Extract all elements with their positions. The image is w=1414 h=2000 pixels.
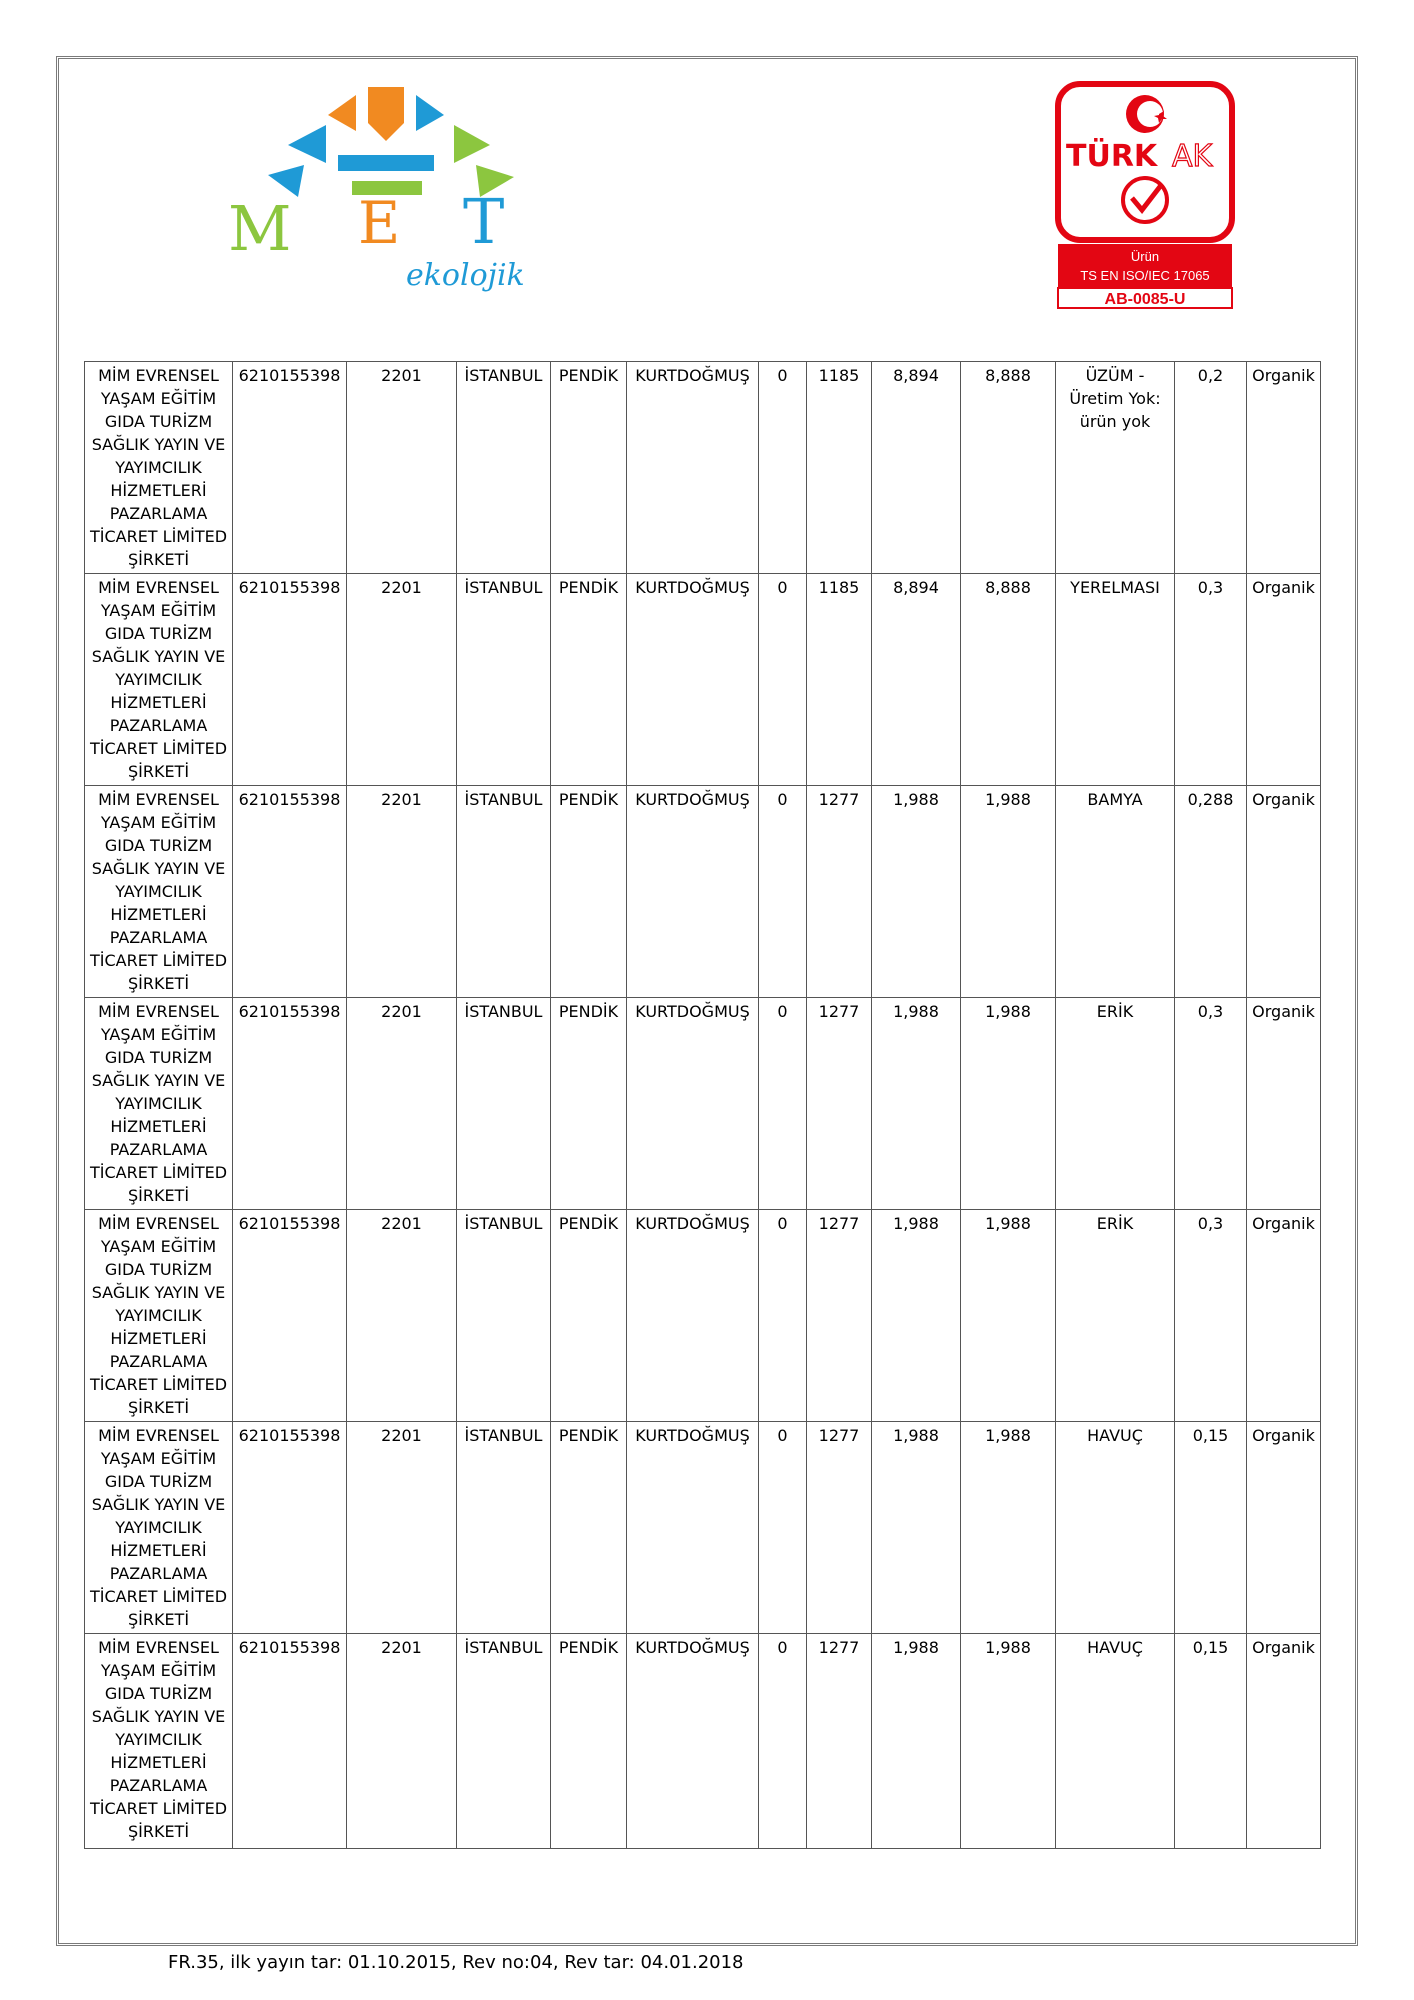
cell-amount: 0,3 xyxy=(1175,574,1247,786)
cell-parcel: 1185 xyxy=(807,574,872,786)
turkak-line2: TS EN ISO/IEC 17065 xyxy=(1080,268,1210,283)
table-row xyxy=(85,1634,1321,1849)
cell-province: İSTANBUL xyxy=(457,1422,551,1634)
form-footer: FR.35, ilk yayın tar: 01.10.2015, Rev no:04, Rev tar: 04.01.2018 xyxy=(168,1952,744,1973)
cell-area1: 1,988 xyxy=(872,998,961,1210)
cell-company: MİM EVRENSEL YAŞAM EĞİTİM GIDA TURİZM SAĞLIK YAYIN VE YAYIMCILIK HİZMETLERİ PAZARLAMA TİCARET LİMİTED ŞİRKETİ xyxy=(85,362,233,574)
cell-product: ERİK xyxy=(1056,1210,1175,1422)
table-row xyxy=(85,574,1321,786)
logo-letter-t: T xyxy=(463,185,505,258)
cell-status: Organik xyxy=(1247,786,1321,998)
cell-parcel: 1185 xyxy=(807,362,872,574)
cell-company: MİM EVRENSEL YAŞAM EĞİTİM GIDA TURİZM SAĞLIK YAYIN VE YAYIMCILIK HİZMETLERİ PAZARLAMA TİCARET LİMİTED ŞİRKETİ xyxy=(85,998,233,1210)
cell-area2: 8,888 xyxy=(961,362,1056,574)
logo-tagline: ekolojik xyxy=(406,258,525,293)
cell-code: 2201 xyxy=(347,1210,457,1422)
cell-province: İSTANBUL xyxy=(457,786,551,998)
cell-amount: 0,3 xyxy=(1175,998,1247,1210)
cell-tax-no: 6210155398 xyxy=(233,998,347,1210)
table-row xyxy=(85,998,1321,1210)
cell-product: HAVUÇ xyxy=(1056,1634,1175,1849)
turkak-line1: Ürün xyxy=(1130,249,1160,264)
cell-parcel: 1277 xyxy=(807,786,872,998)
cell-tax-no: 6210155398 xyxy=(233,786,347,998)
cell-district: PENDİK xyxy=(551,362,627,574)
cell-province: İSTANBUL xyxy=(457,998,551,1210)
cell-status: Organik xyxy=(1247,1634,1321,1849)
cell-amount: 0,2 xyxy=(1175,362,1247,574)
cell-village: KURTDOĞMUŞ xyxy=(627,574,759,786)
cell-area2: 1,988 xyxy=(961,998,1056,1210)
cell-district: PENDİK xyxy=(551,1210,627,1422)
cell-company: MİM EVRENSEL YAŞAM EĞİTİM GIDA TURİZM SAĞLIK YAYIN VE YAYIMCILIK HİZMETLERİ PAZARLAMA TİCARET LİMİTED ŞİRKETİ xyxy=(85,1210,233,1422)
turkak-accreditation-logo xyxy=(1054,80,1236,310)
cell-tax-no: 6210155398 xyxy=(233,1210,347,1422)
cell-code: 2201 xyxy=(347,998,457,1210)
cell-amount: 0,3 xyxy=(1175,1210,1247,1422)
cell-tax-no: 6210155398 xyxy=(233,1422,347,1634)
table-row xyxy=(85,1210,1321,1422)
table-row xyxy=(85,786,1321,998)
cell-block: 0 xyxy=(759,1210,807,1422)
cell-area1: 8,894 xyxy=(872,574,961,786)
cell-status: Organik xyxy=(1247,574,1321,786)
met-ekolojik-logo xyxy=(228,85,548,305)
cell-tax-no: 6210155398 xyxy=(233,574,347,786)
cell-code: 2201 xyxy=(347,1422,457,1634)
cell-area1: 1,988 xyxy=(872,1210,961,1422)
cell-area1: 1,988 xyxy=(872,786,961,998)
cell-village: KURTDOĞMUŞ xyxy=(627,998,759,1210)
cell-product: HAVUÇ xyxy=(1056,1422,1175,1634)
cell-district: PENDİK xyxy=(551,1422,627,1634)
cell-block: 0 xyxy=(759,998,807,1210)
logo-arrows-graphic xyxy=(268,87,514,197)
logo-letter-e: E xyxy=(358,189,401,257)
cell-village: KURTDOĞMUŞ xyxy=(627,1634,759,1849)
cell-block: 0 xyxy=(759,786,807,998)
cell-code: 2201 xyxy=(347,574,457,786)
cell-district: PENDİK xyxy=(551,1634,627,1849)
turkak-code: AB-0085-U xyxy=(1104,291,1186,308)
cell-district: PENDİK xyxy=(551,786,627,998)
cell-area2: 8,888 xyxy=(961,574,1056,786)
cell-status: Organik xyxy=(1247,1210,1321,1422)
cell-parcel: 1277 xyxy=(807,998,872,1210)
cell-status: Organik xyxy=(1247,1422,1321,1634)
cell-status: Organik xyxy=(1247,362,1321,574)
cell-province: İSTANBUL xyxy=(457,574,551,786)
cell-company: MİM EVRENSEL YAŞAM EĞİTİM GIDA TURİZM SAĞLIK YAYIN VE YAYIMCILIK HİZMETLERİ PAZARLAMA TİCARET LİMİTED ŞİRKETİ xyxy=(85,786,233,998)
cell-area2: 1,988 xyxy=(961,1422,1056,1634)
cell-code: 2201 xyxy=(347,786,457,998)
cell-parcel: 1277 xyxy=(807,1422,872,1634)
cell-village: KURTDOĞMUŞ xyxy=(627,786,759,998)
cell-status: Organik xyxy=(1247,998,1321,1210)
cell-tax-no: 6210155398 xyxy=(233,362,347,574)
cell-product: ERİK xyxy=(1056,998,1175,1210)
cell-province: İSTANBUL xyxy=(457,1210,551,1422)
cell-product: BAMYA xyxy=(1056,786,1175,998)
cell-tax-no: 6210155398 xyxy=(233,1634,347,1849)
cell-amount: 0,15 xyxy=(1175,1422,1247,1634)
cell-product: YERELMASI xyxy=(1056,574,1175,786)
table-row xyxy=(85,362,1321,574)
cell-district: PENDİK xyxy=(551,574,627,786)
cell-district: PENDİK xyxy=(551,998,627,1210)
cell-area1: 1,988 xyxy=(872,1422,961,1634)
turkak-name-ak: AK xyxy=(1172,139,1213,174)
cell-province: İSTANBUL xyxy=(457,1634,551,1849)
cell-area1: 1,988 xyxy=(872,1634,961,1849)
cell-block: 0 xyxy=(759,1634,807,1849)
cell-village: KURTDOĞMUŞ xyxy=(627,1422,759,1634)
cell-code: 2201 xyxy=(347,1634,457,1849)
table-row xyxy=(85,1422,1321,1634)
cell-village: KURTDOĞMUŞ xyxy=(627,362,759,574)
cell-product: ÜZÜM - Üretim Yok: ürün yok xyxy=(1056,362,1175,574)
cell-area2: 1,988 xyxy=(961,1634,1056,1849)
producer-parcel-table xyxy=(84,361,1321,1849)
cell-area2: 1,988 xyxy=(961,786,1056,998)
cell-parcel: 1277 xyxy=(807,1210,872,1422)
cell-province: İSTANBUL xyxy=(457,362,551,574)
turkak-name-main: TÜRK xyxy=(1066,139,1158,174)
cell-area2: 1,988 xyxy=(961,1210,1056,1422)
cell-amount: 0,15 xyxy=(1175,1634,1247,1849)
cell-company: MİM EVRENSEL YAŞAM EĞİTİM GIDA TURİZM SAĞLIK YAYIN VE YAYIMCILIK HİZMETLERİ PAZARLAMA TİCARET LİMİTED ŞİRKETİ xyxy=(85,1422,233,1634)
cell-area1: 8,894 xyxy=(872,362,961,574)
cell-village: KURTDOĞMUŞ xyxy=(627,1210,759,1422)
cell-block: 0 xyxy=(759,574,807,786)
logo-letter-m: M xyxy=(228,192,292,265)
cell-company: MİM EVRENSEL YAŞAM EĞİTİM GIDA TURİZM SAĞLIK YAYIN VE YAYIMCILIK HİZMETLERİ PAZARLAMA TİCARET LİMİTED ŞİRKETİ xyxy=(85,574,233,786)
cell-amount: 0,288 xyxy=(1175,786,1247,998)
cell-block: 0 xyxy=(759,1422,807,1634)
cell-company: MİM EVRENSEL YAŞAM EĞİTİM GIDA TURİZM SAĞLIK YAYIN VE YAYIMCILIK HİZMETLERİ PAZARLAMA TİCARET LİMİTED ŞİRKETİ xyxy=(85,1634,233,1849)
cell-parcel: 1277 xyxy=(807,1634,872,1849)
cell-code: 2201 xyxy=(347,362,457,574)
cell-block: 0 xyxy=(759,362,807,574)
